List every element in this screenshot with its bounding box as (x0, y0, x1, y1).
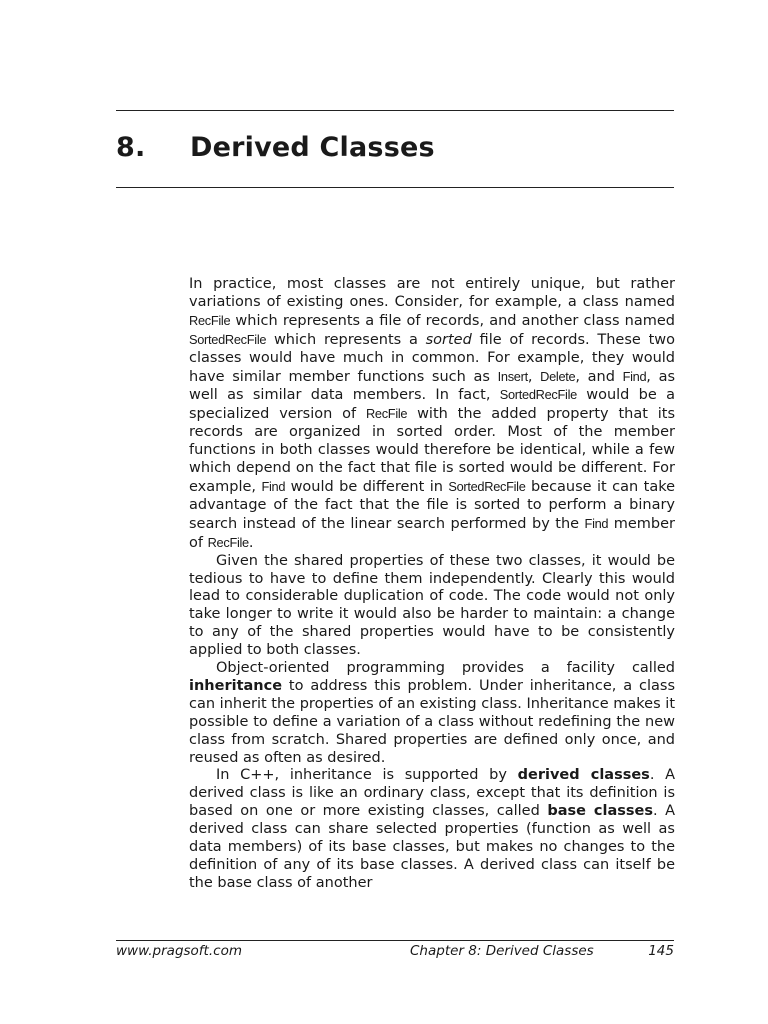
footer-chapter: Chapter 8: Derived Classes (410, 943, 594, 959)
text-run: because it can take advantage of the fact that the file is sorted to perform a binary search instead of the linear search performed by the (189, 478, 675, 532)
page-number: 145 (648, 943, 674, 959)
code-term: Delete (540, 368, 576, 384)
text-run: with the added property that its records are organized in sorted order. Most of the member functions in both classes would therefore be identical, while a few which depend on the fact that file is sorted would be different. For example, (189, 406, 675, 495)
text-run: to address this problem. Under inheritance, a class can inherit the properties of an existing class. Inheritance makes it possible to define a variation of a class without redefining the new class from scratch. Shared properties are defined only once, and reused as often as desired. (189, 677, 675, 766)
text-run: would be different in (285, 478, 449, 495)
text-run: In practice, most classes are not entirely unique, but rather variations of existing ones. Consider, for example, a class named (189, 276, 675, 310)
text-run: member of (189, 515, 675, 551)
paragraph-2: Given the shared properties of these two classes, it would be tedious to have to define them independently. Clearly this would lead to considerable duplication of code. The code would not only take longer to write it would also be harder to maintain: a change to any of the shared properties would have to be consistently applied to both classes. (189, 552, 675, 659)
text-run: , and (575, 368, 623, 385)
code-term: SortedRecFile (499, 387, 577, 403)
paragraph-4 (189, 767, 675, 892)
code-term: RecFile (207, 534, 249, 550)
text-run: which represents a file of records, and another class named (230, 312, 675, 329)
text-run: , as well as similar data members. In fact, (189, 368, 676, 404)
text-run: would be a specialized version of (189, 387, 675, 423)
footer-website: www.pragsoft.com (116, 943, 242, 959)
code-term: Find (261, 478, 286, 494)
chapter-heading (116, 132, 435, 163)
code-term: SortedRecFile (448, 478, 526, 494)
code-term: SortedRecFile (189, 331, 267, 347)
text-run: which represents a (266, 331, 426, 348)
code-term: Insert (497, 368, 528, 384)
text-run: , (527, 368, 541, 385)
code-term: Find (622, 368, 647, 384)
bold-term: base classes (547, 803, 653, 820)
text-run: . A derived class can share selected properties (function as well as data members) of its base classes, but makes no changes to the definition of any of its base classes. A derived class can itself be the base class of another (189, 803, 676, 891)
chapter-title: Derived Classes (190, 132, 435, 163)
footer-rule (116, 940, 674, 941)
text-run: file of records. These two classes would have much in common. For example, they would have similar member functions such as (189, 331, 675, 385)
emphasis: sorted (425, 331, 472, 348)
paragraph-1 (189, 276, 675, 553)
code-term: RecFile (365, 406, 408, 422)
text-run: In C++, inheritance is supported by (216, 767, 518, 784)
code-term: RecFile (189, 312, 231, 328)
bold-term: inheritance (189, 677, 283, 694)
paragraph-3 (189, 660, 675, 767)
bold-term: derived classes (517, 767, 650, 784)
top-rule (116, 110, 674, 111)
text-run: . (248, 534, 254, 551)
code-term: Find (584, 515, 609, 531)
body-text (189, 276, 675, 893)
heading-rule (116, 187, 674, 188)
chapter-number: 8. (116, 132, 146, 163)
text-run: Object-oriented programming provides a facility called (216, 660, 675, 677)
text-run: . A derived class is like an ordinary class, except that its definition is based on one or more existing classes, called (189, 767, 676, 820)
